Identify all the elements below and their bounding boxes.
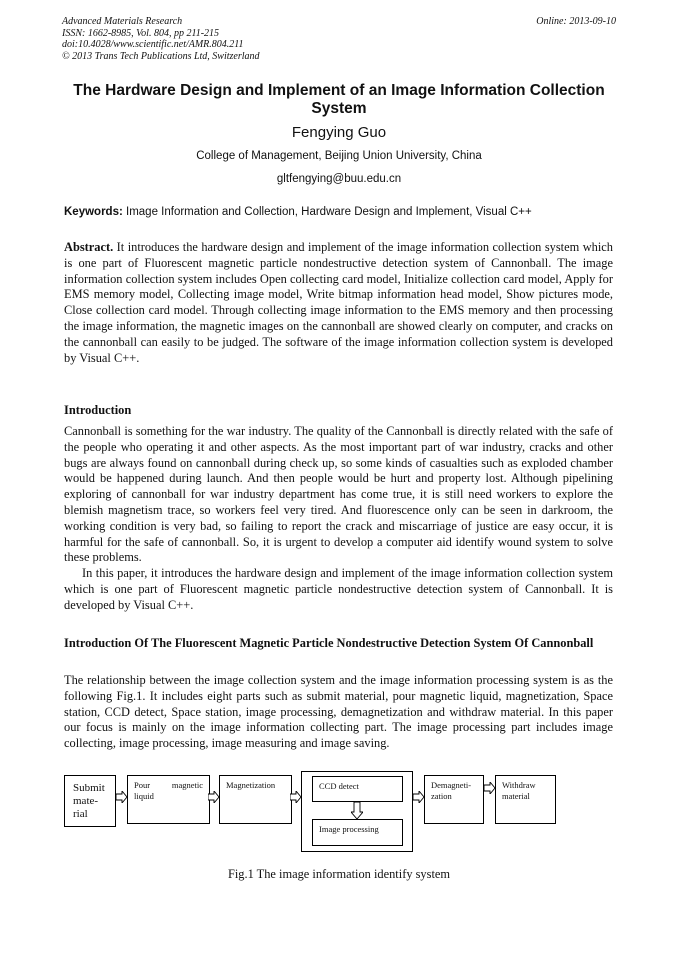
box-submit-material: Submit mate- rial [64, 775, 116, 827]
copyright-line: © 2013 Trans Tech Publications Ltd, Switzerland [62, 50, 260, 62]
doi-line: doi:10.4028/www.scientific.net/AMR.804.211 [62, 39, 244, 50]
box-ccd-detect: CCD detect [312, 776, 403, 802]
figure-1-caption: Fig.1 The image information identify system [227, 867, 451, 881]
journal-name: Advanced Materials Research [62, 16, 183, 27]
author-name: Fengying Guo [291, 124, 387, 141]
box-withdraw-material: Withdraw material [495, 775, 556, 824]
keywords-label: Keywords: [64, 206, 123, 218]
introduction-paragraph-1: Cannonball is something for the war industry. The quality of the Cannonball is directly related with the safe of the people who operating it and other aspects. As the most important part of war industry, cracks and other bugs are always found on cannonball during check up, so some kinds of casualties such as exploded chamber would be happened during launch. And then people would be hurt and property lost. Although pipelining exploring of cannonball for war industry department has come true, it is still need workers to explore the blemish magnetism trace, so workers feel very tired. And fluorescence only can be seen in darkroom, the working condition is very bad, so failing to report the crack and miscarriage of justice are easy occur, it is harmful for the safe of cannonball. So, it is urgent to develop a computer aid identify wound system to solve these problems. [64, 424, 613, 565]
section-heading-detection-system: Introduction Of The Fluorescent Magnetic Particle Nondestructive Detection System Of Cannonball [64, 636, 594, 650]
affiliation: College of Management, Beijing Union University, China [196, 150, 482, 162]
arrow-right-icon [116, 791, 128, 803]
box-magnetization: Magnetization [219, 775, 292, 824]
online-date: Online: 2013-09-10 [536, 16, 616, 27]
box-demagnetization: Demagneti- zation [424, 775, 484, 824]
section-heading-introduction: Introduction [64, 403, 132, 417]
abstract-label: Abstract. [64, 240, 114, 254]
abstract-text: It introduces the hardware design and implement of the image information collection system which is one part of Fluorescent magnetic particle nondestructive detection system of Cannonball. The image information collection system includes Open collecting card model, Initialize collection card model, Apply for EMS memory model, Collecting image model, Write bitmap information head model, Show pictures mode, Close collection card model. Through collecting image information to the EMS memory and then processing the image information, the magnetic images on the cannonball are showed clearly on computer, and cracks on the cannonball can easily to be judged. The software of the image information collection system is developed by Visual C++. [64, 240, 613, 365]
arrow-down-icon [351, 802, 363, 819]
abstract [64, 240, 613, 366]
journal-header [62, 16, 260, 62]
issn-line: ISSN: 1662-8985, Vol. 804, pp 211-215 [62, 27, 220, 39]
arrow-right-icon [413, 791, 425, 803]
arrow-right-icon [208, 791, 220, 803]
arrow-right-icon [290, 791, 302, 803]
arrow-right-icon [484, 782, 496, 794]
author-email: gltfengying@buu.edu.cn [276, 173, 402, 185]
keywords-text: Image Information and Collection, Hardware Design and Implement, Visual C++ [126, 206, 532, 218]
paper-title: The Hardware Design and Implement of an Image Information Collection System [73, 82, 605, 117]
box-pour-magnetic-liquid: Pour magnetic liquid [127, 775, 210, 824]
section2-paragraph-1: The relationship between the image collection system and the image information processing system is as the following Fig.1. It includes eight parts such as submit material, pour magnetic liquid, magnetization, Space station, CCD detect, Space station, image processing, demagnetization and withdraw material. In this paper our focus is mainly on the image information collecting part. The image processing part includes image collecting, image processing, image measuring and image saving. [64, 673, 613, 751]
keywords-line [64, 206, 614, 218]
introduction-paragraph-2: In this paper, it introduces the hardware design and implement of the image information collection system which is one part of Fluorescent magnetic particle nondestructive detection system of Cannonball. It is developed by Visual C++. [64, 566, 613, 612]
box-image-processing: Image processing [312, 819, 403, 846]
